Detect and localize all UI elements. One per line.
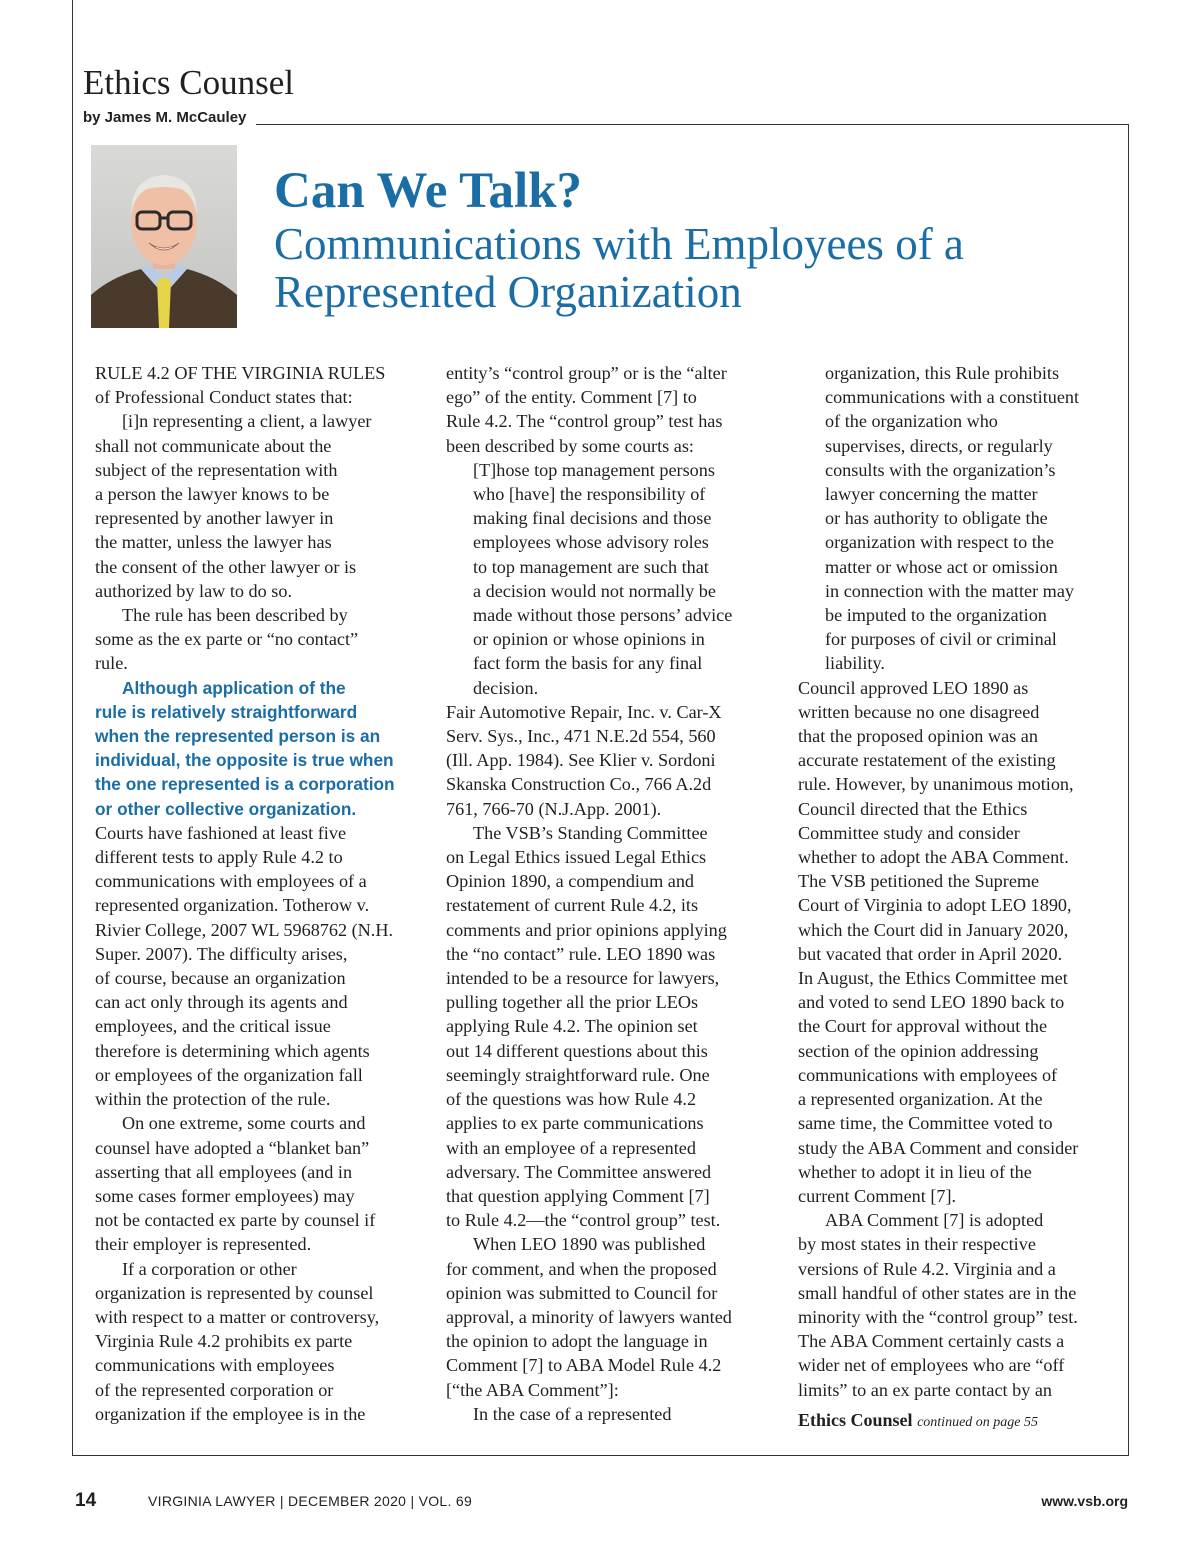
text-line: accurate restatement of the existing — [798, 750, 1056, 771]
text-line: ABA Comment [7] is adopted — [825, 1210, 1044, 1231]
body-column-3 — [798, 361, 1120, 1435]
text-line: or opinion or whose opinions in — [473, 629, 705, 650]
text-line: approval, a minority of lawyers wanted — [446, 1306, 732, 1327]
text-line: a decision would not normally be — [473, 580, 716, 601]
body-column-2 — [446, 361, 781, 1426]
text-line: within the protection of the rule. — [95, 1089, 331, 1110]
byline: by James M. McCauley — [83, 109, 247, 126]
text-line: Comment [7] to ABA Model Rule 4.2 — [446, 1355, 722, 1376]
text-line: whether to adopt it in lieu of the — [798, 1161, 1032, 1182]
text-line: Rule 4.2. The “control group” test has — [446, 411, 723, 432]
text-line: represented organization. Totherow v. — [95, 895, 370, 916]
text-line: the opinion to adopt the language in — [446, 1331, 708, 1352]
text-line: but vacated that order in April 2020. — [798, 943, 1063, 964]
text-line: Super. 2007). The difficulty arises, — [95, 943, 348, 964]
left-rule — [72, 0, 73, 1456]
text-line: for comment, and when the proposed — [446, 1258, 717, 1279]
body-column-1 — [95, 361, 425, 1426]
text-line: Courts have fashioned at least five — [95, 822, 347, 843]
text-line: versions of Rule 4.2. Virginia and a — [798, 1258, 1056, 1279]
text-line: represented by another lawyer in — [95, 508, 334, 529]
text-line: of the organization who — [825, 411, 998, 432]
text-line: same time, the Committee voted to — [798, 1113, 1053, 1134]
text-line: of the questions was how Rule 4.2 — [446, 1089, 697, 1110]
text-line: (Ill. App. 1984). See Klier v. Sordoni — [446, 750, 716, 771]
text-line: The ABA Comment certainly casts a — [798, 1331, 1065, 1352]
subheadline-line: Represented Organization — [274, 267, 742, 317]
text-line: If a corporation or other — [122, 1258, 297, 1279]
text-line: intended to be a resource for lawyers, — [446, 968, 720, 989]
text-line: entity’s “control group” or is the “alter — [446, 363, 727, 383]
text-line: some as the ex parte or “no contact” — [95, 629, 359, 650]
text-line: with an employee of a represented — [446, 1137, 696, 1158]
text-line: comments and prior opinions applying — [446, 919, 727, 940]
text-line: in connection with the matter may — [825, 580, 1074, 601]
publication-info: VIRGINIA LAWYER | DECEMBER 2020 | VOL. 69 — [148, 1493, 473, 1509]
text-line: rule. However, by unanimous motion, — [798, 774, 1074, 795]
text-line: the Court for approval without the — [798, 1016, 1048, 1037]
text-line: that question applying Comment [7] — [446, 1185, 710, 1206]
text-line: a person the lawyer knows to be — [95, 484, 330, 505]
text-line: liability. — [825, 653, 885, 674]
continued-note: continued on page 55 — [917, 1414, 1038, 1430]
text-line: making final decisions and those — [473, 508, 712, 529]
text-line: with respect to a matter or controversy, — [95, 1306, 380, 1327]
text-line: authorized by law to do so. — [95, 580, 292, 601]
pull-quote-line: rule is relatively straightforward — [95, 701, 358, 722]
pull-quote-line: Although application of the — [122, 677, 346, 698]
text-line: In the case of a represented — [473, 1403, 672, 1424]
text-line: therefore is determining which agents — [95, 1040, 370, 1061]
pull-quote-line: or other collective organization. — [95, 798, 357, 819]
text-line: [“the ABA Comment”]: — [446, 1379, 619, 1400]
text-line: consults with the organization’s — [825, 459, 1056, 480]
text-line: Serv. Sys., Inc., 471 N.E.2d 554, 560 — [446, 726, 716, 747]
text-line: seemingly straightforward rule. One — [446, 1064, 710, 1085]
pull-quote-line: the one represented is a corporation — [95, 774, 395, 795]
text-line: matter or whose act or omission — [825, 556, 1058, 577]
text-line: of course, because an organization — [95, 968, 346, 989]
text-line: or has authority to obligate the — [825, 508, 1048, 529]
text-line: study the ABA Comment and consider — [798, 1137, 1079, 1158]
text-line: ego” of the entity. Comment [7] to — [446, 387, 697, 408]
text-line: Skanska Construction Co., 766 A.2d — [446, 774, 712, 795]
text-line: rule. — [95, 653, 128, 674]
text-line: communications with a constituent — [825, 387, 1080, 408]
subheadline-line: Communications with Employees of a — [274, 219, 964, 269]
text-line: supervises, directs, or regularly — [825, 435, 1053, 456]
frame-bottom-rule — [72, 1455, 1129, 1456]
subheadline — [274, 220, 964, 316]
text-line: Court of Virginia to adopt LEO 1890, — [798, 895, 1072, 916]
text-line: Committee study and consider — [798, 822, 1020, 843]
text-line: lawyer concerning the matter — [825, 484, 1038, 505]
text-line: On one extreme, some courts and — [122, 1113, 366, 1134]
text-line: The VSB’s Standing Committee — [473, 822, 708, 843]
text-line: Opinion 1890, a compendium and — [446, 871, 695, 892]
text-line: of Professional Conduct states that: — [95, 387, 353, 408]
text-line: The rule has been described by — [122, 605, 348, 626]
text-line: by most states in their respective — [798, 1234, 1036, 1255]
text-line: be imputed to the organization — [825, 605, 1047, 626]
text-line: applies to ex parte communications — [446, 1113, 704, 1134]
text-line: not be contacted ex parte by counsel if — [95, 1210, 376, 1231]
text-line: the matter, unless the lawyer has — [95, 532, 332, 553]
text-line: counsel have adopted a “blanket ban” — [95, 1137, 370, 1158]
text-line: to Rule 4.2—the “control group” test. — [446, 1210, 721, 1231]
text-line: which the Court did in January 2020, — [798, 919, 1069, 940]
text-line: decision. — [473, 677, 539, 698]
text-line: whether to adopt the ABA Comment. — [798, 847, 1069, 868]
text-line: pulling together all the prior LEOs — [446, 992, 699, 1013]
text-line: In August, the Ethics Committee met — [798, 968, 1068, 989]
text-line: opinion was submitted to Council for — [446, 1282, 718, 1303]
text-line: communications with employees of — [798, 1064, 1058, 1085]
continued-notice — [798, 1408, 1120, 1435]
website-link[interactable]: www.vsb.org — [1041, 1493, 1128, 1509]
text-line: that the proposed opinion was an — [798, 726, 1038, 747]
text-line: section of the opinion addressing — [798, 1040, 1039, 1061]
text-line: fact form the basis for any final — [473, 653, 703, 674]
text-line: the “no contact” rule. LEO 1890 was — [446, 943, 716, 964]
text-line: [i]n representing a client, a lawyer — [122, 411, 372, 432]
frame-top-rule — [256, 124, 1129, 125]
text-line: communications with employees — [95, 1355, 335, 1376]
text-line: their employer is represented. — [95, 1234, 312, 1255]
pull-quote-line: when the represented person is an — [95, 726, 381, 747]
text-line: for purposes of civil or criminal — [825, 629, 1057, 650]
text-line: shall not communicate about the — [95, 435, 332, 456]
text-line: subject of the representation with — [95, 459, 338, 480]
text-line: organization with respect to the — [825, 532, 1054, 553]
text-line: employees, and the critical issue — [95, 1016, 331, 1037]
text-line: organization is represented by counsel — [95, 1282, 374, 1303]
text-line: 761, 766-70 (N.J.App. 2001). — [446, 798, 662, 819]
text-line: different tests to apply Rule 4.2 to — [95, 847, 343, 868]
text-line: made without those persons’ advice — [473, 605, 733, 626]
text-line: wider net of employees who are “off — [798, 1355, 1065, 1376]
text-line: to top management are such that — [473, 556, 709, 577]
text-line: minority with the “control group” test. — [798, 1306, 1078, 1327]
text-line: a represented organization. At the — [798, 1089, 1043, 1110]
text-line: been described by some courts as: — [446, 435, 694, 456]
text-line: When LEO 1890 was published — [473, 1234, 706, 1255]
text-line: asserting that all employees (and in — [95, 1161, 353, 1182]
text-line: small handful of other states are in the — [798, 1282, 1077, 1303]
text-line: and voted to send LEO 1890 back to — [798, 992, 1065, 1013]
text-line: current Comment [7]. — [798, 1185, 957, 1206]
page-number: 14 — [75, 1490, 97, 1511]
text-line: the consent of the other lawyer or is — [95, 556, 357, 577]
text-line: on Legal Ethics issued Legal Ethics — [446, 847, 707, 868]
text-line: communications with employees of a — [95, 871, 367, 892]
text-line: applying Rule 4.2. The opinion set — [446, 1016, 698, 1037]
text-line: of the represented corporation or — [95, 1379, 334, 1400]
text-line: organization, this Rule prohibits — [825, 363, 1060, 383]
headline: Can We Talk? — [274, 163, 583, 219]
text-line: RULE 4.2 OF THE VIRGINIA RULES — [95, 363, 386, 383]
text-line: Council directed that the Ethics — [798, 798, 1028, 819]
text-line: written because no one disagreed — [798, 701, 1040, 722]
text-line: or employees of the organization fall — [95, 1064, 363, 1085]
text-line: Virginia Rule 4.2 prohibits ex parte — [95, 1331, 353, 1352]
author-photo — [91, 145, 237, 328]
text-line: some cases former employees) may — [95, 1185, 355, 1206]
text-line: adversary. The Committee answered — [446, 1161, 712, 1182]
text-line: The VSB petitioned the Supreme — [798, 871, 1040, 892]
column-name: Ethics Counsel — [83, 63, 294, 102]
text-line: employees whose advisory roles — [473, 532, 709, 553]
text-line: organization if the employee is in the — [95, 1403, 366, 1424]
text-line: [T]hose top management persons — [473, 459, 715, 480]
text-line: Rivier College, 2007 WL 5968762 (N.H. — [95, 919, 394, 940]
text-line: restatement of current Rule 4.2, its — [446, 895, 699, 916]
frame-right-rule — [1128, 124, 1129, 1456]
text-line: out 14 different questions about this — [446, 1040, 708, 1061]
text-line: limits” to an ex parte contact by an — [798, 1379, 1053, 1400]
text-line: who [have] the responsibility of — [473, 484, 706, 505]
continued-label: Ethics Counsel — [798, 1409, 913, 1430]
text-line: can act only through its agents and — [95, 992, 348, 1013]
text-line: Council approved LEO 1890 as — [798, 677, 1029, 698]
text-line: Fair Automotive Repair, Inc. v. Car-X — [446, 701, 722, 722]
pull-quote-line: individual, the opposite is true when — [95, 750, 394, 771]
